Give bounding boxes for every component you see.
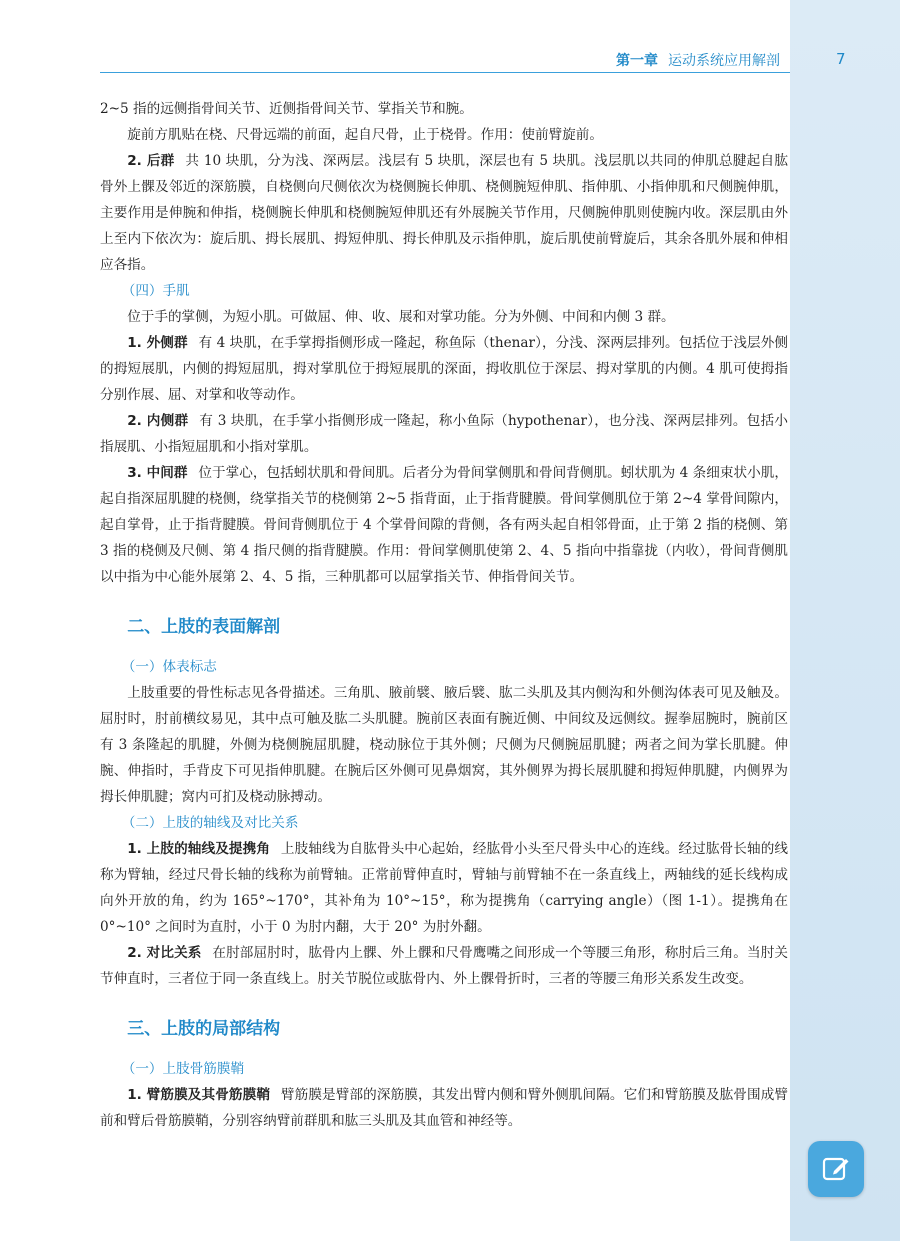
section-title: 二、上肢的表面解剖 [127,617,281,637]
subsection-heading: （一）体表标志 [121,659,217,675]
paragraph: 位于手的掌侧，为短小肌。可做屈、伸、收、展和对掌功能。分为外侧、中间和内侧 3 群。 [127,309,675,325]
subsection-heading: （一）上肢骨筋膜鞘 [121,1061,245,1077]
paragraph [100,1082,788,1134]
paragraph-text: 共 10 块肌，分为浅、深两层。浅层有 5 块肌，深层也有 5 块肌。浅层肌以共同的伸肌总腱起自肱骨外上髁及邻近的深筋膜，自桡侧向尺侧依次为桡侧腕长伸肌、桡侧腕短伸肌、指伸肌、小指伸肌和尺侧腕伸肌，主要作用是伸腕和伸指，桡侧腕长伸肌和桡侧腕短伸肌还有外展腕关节作用，尺侧腕伸肌则使腕内收。深层肌由外上至内下依次为：旋后肌、拇长展肌、拇短伸肌、拇长伸肌及示指伸肌，旋后肌使前臂旋后，其余各肌外展和伸相应各指。 [100,153,788,273]
chapter-label: 第一章 [616,53,658,69]
item-label: 2. 内侧群 [127,413,189,429]
item-label: 3. 中间群 [127,465,188,481]
paragraph: 2~5 指的远侧指骨间关节、近侧指骨间关节、掌指关节和腕。 [100,101,473,117]
item-label: 1. 臂筋膜及其骨筋膜鞘 [127,1087,271,1103]
item-label: 1. 外侧群 [127,335,188,351]
paragraph-text: 在肘部屈肘时，肱骨内上髁、外上髁和尺骨鹰嘴之间形成一个等腰三角形，称肘后三角。当肘关节伸直时，三者位于同一条直线上。肘关节脱位或肱骨内、外上髁骨折时，三者的等腰三角形关系发生改变。 [100,945,789,987]
side-strip [790,0,900,1241]
paragraph-text: 上肢轴线为自肱骨头中心起始，经肱骨小头至尺骨头中心的连线。经过肱骨长轴的线称为臂轴，经过尺骨长轴的线称为前臂轴。正常前臂伸直时，臂轴与前臂轴不在一条直线上，两轴线的延长线构成向外开放的角，约为 165°~170°，其补角为 10°~15°，称为提携角（carrying angle）（图 1-1）。提携角在 0°~10° 之间时为直肘，小于 0 为肘内翻，大于 20° 为肘外翻。 [100,841,788,935]
subsection-heading: （二）上肢的轴线及对比关系 [121,815,299,831]
header-text [616,50,780,70]
paragraph [100,148,788,278]
chapter-title: 运动系统应用解剖 [668,53,780,69]
paragraph-text: 有 4 块肌，在手掌拇指侧形成一隆起，称鱼际（thenar），分浅、深两层排列。包括位于浅层外侧的拇短展肌，内侧的拇短屈肌，拇对掌肌位于拇短展肌的深面，拇收肌位于深层、拇对掌肌的内侧。4 肌可使拇指分别作展、屈、对掌和收等动作。 [100,335,788,403]
paragraph [100,836,788,940]
item-label: 1. 上肢的轴线及提携角 [127,841,271,857]
paragraph: 上肢重要的骨性标志见各骨描述。三角肌、腋前襞、腋后襞、肱二头肌及其内侧沟和外侧沟体表可见及触及。屈肘时，肘前横纹易见，其中点可触及肱二头肌腱。腕前区表面有腕近侧、中间纹及远侧纹。握拳屈腕时，腕前区有 3 条隆起的肌腱，外侧为桡侧腕屈肌腱，桡动脉位于其外侧；尺侧为尺侧腕屈肌腱；两者之间为掌长肌腱。伸腕、伸指时，手背皮下可见指伸肌腱。在腕后区外侧可见鼻烟窝，其外侧界为拇长展肌腱和拇短伸肌腱，内侧界为拇长伸肌腱；窝内可扪及桡动脉搏动。 [100,685,788,805]
page-content [100,96,788,1134]
paragraph-text: 臂筋膜是臂部的深筋膜，其发出臂内侧和臂外侧肌间隔。它们和臂筋膜及肱骨围成臂前和臂后骨筋膜鞘，分别容纳臂前群肌和肱三头肌及其血管和神经等。 [100,1087,788,1129]
subsection-heading: （四）手肌 [121,283,190,299]
paragraph: 旋前方肌贴在桡、尺骨远端的前面，起自尺骨，止于桡骨。作用：使前臂旋前。 [127,127,603,143]
paragraph [100,940,788,992]
edit-note-button[interactable] [808,1141,864,1197]
running-header [100,46,790,72]
paragraph [100,330,788,408]
section-title: 三、上肢的局部结构 [127,1019,281,1039]
item-label: 2. 后群 [127,153,175,169]
paragraph-text: 有 3 块肌，在手掌小指侧形成一隆起，称小鱼际（hypothenar），也分浅、深两层排列。包括小指展肌、小指短屈肌和小指对掌肌。 [100,413,788,455]
item-label: 2. 对比关系 [127,945,202,961]
edit-note-icon [820,1153,852,1185]
paragraph-text: 位于掌心，包括蚓状肌和骨间肌。后者分为骨间掌侧肌和骨间背侧肌。蚓状肌为 4 条细束状小肌，起自指深屈肌腱的桡侧，绕掌指关节的桡侧第 2~5 指背面，止于指背腱膜。骨间掌侧肌位于第 2~4 掌骨间隙内，起自掌骨，止于指背腱膜。骨间背侧肌位于 4 个掌骨间隙的背侧，各有两头起自相邻骨面，止于第 2 指的桡侧、第 3 指的桡侧及尺侧、第 4 指尺侧的指背腱膜。作用：骨间掌侧肌使第 2、4、5 指向中指靠拢（内收），骨间背侧肌以中指为中心能外展第 2、4、5 指，三种肌都可以屈掌指关节、伸指骨间关节。 [100,465,788,585]
page-number: 7 [836,50,846,68]
paragraph [100,408,788,460]
header-rule [100,72,790,73]
paragraph [100,460,788,590]
